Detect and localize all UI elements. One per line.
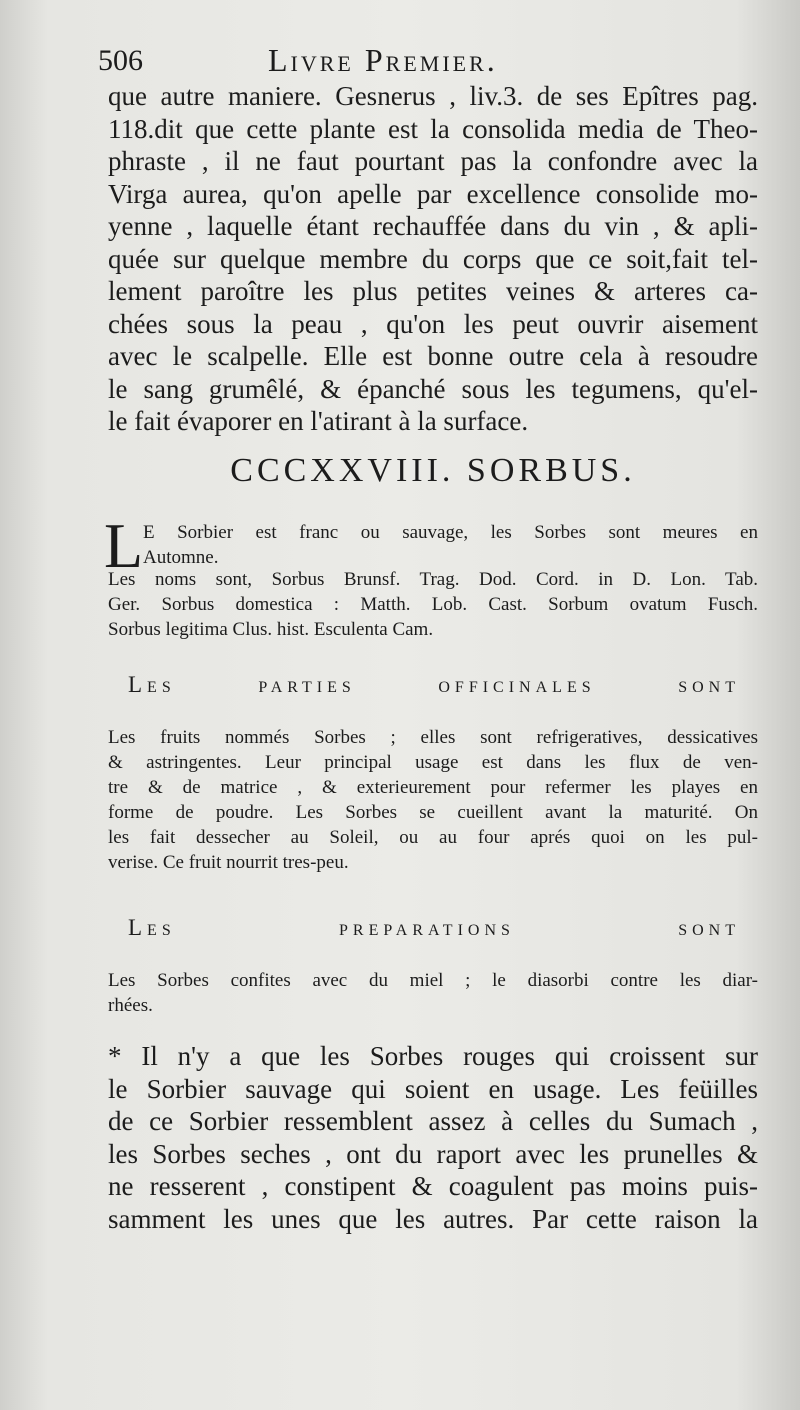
text-line: phraste , il ne faut pourtant pas la confondre avec la — [108, 146, 758, 176]
text-line: Automne. — [143, 547, 219, 568]
text-line: chées sous la peau , qu'on les peut ouvrir aisement — [108, 308, 758, 339]
text-line: E Sorbier est franc ou sauvage, les Sorbes sont meures en — [143, 522, 758, 543]
text-line: samment les unes que les autres. Par cette raison la — [108, 1203, 758, 1234]
text-line: Sorbus legitima Clus. hist. Esculenta Cam. — [108, 619, 434, 640]
text-line: de ce Sorbier ressemblent assez à celles du Sumach , — [108, 1106, 758, 1136]
drop-cap: L — [104, 510, 144, 581]
text-line: forme de poudre. Les Sorbes se cueillent avant la maturité. On — [108, 802, 758, 823]
chapter-title: CCCXXVIII. SORBUS. — [230, 452, 636, 489]
section-heading-parts: Les parties officinales sont — [128, 672, 740, 697]
text-line: Les noms sont, Sorbus Brunsf. Trag. Dod. Cord. in D. Lon. Tab. — [108, 569, 758, 590]
text-line: Virga aurea, qu'on apelle par excellence consolide mo- — [108, 178, 758, 209]
note-paragraph — [108, 1040, 758, 1235]
text-line: que autre maniere. Gesnerus , liv.3. de ses Epîtres pag. — [108, 81, 758, 111]
text-line: lement paroître les plus petites veines & arteres ca- — [108, 276, 758, 306]
page-header — [98, 42, 768, 82]
text-line: quée sur quelque membre du corps que ce soit,fait tel- — [108, 243, 758, 274]
text-line: Ger. Sorbus domestica : Matth. Lob. Cast. Sorbum ovatum Fusch. — [108, 594, 758, 615]
text-line: Les fruits nommés Sorbes ; elles sont refrigeratives, dessicatives — [108, 727, 758, 748]
text-line: rhées. — [108, 995, 153, 1016]
text-line: les fait dessecher au Soleil, ou au four aprés quoi on les pul- — [108, 827, 758, 848]
text-line: avec le scalpelle. Elle est bonne outre cela à resoudre — [108, 341, 758, 371]
text-line: ne resserent , constipent & coagulent pas moins puis- — [108, 1171, 758, 1201]
text-line: le sang grumêlé, & épanché sous les tegumens, qu'el- — [108, 373, 758, 404]
section-heading-preparations: Les preparations sont — [128, 915, 740, 940]
running-head: Livre Premier. — [268, 42, 498, 78]
intro-paragraph — [143, 520, 758, 570]
text-line: & astringentes. Leur principal usage est dans les flux de ven- — [108, 752, 758, 773]
text-line: 118.dit que cette plante est la consolida media de Theo- — [108, 113, 758, 144]
text-line: le fait évaporer en l'atirant à la surface. — [108, 406, 529, 436]
parts-paragraph — [108, 725, 758, 875]
text-line: tre & de matrice , & exterieurement pour refermer les playes en — [108, 777, 758, 798]
names-paragraph — [108, 567, 758, 642]
text-line: yenne , laquelle étant rechauffée dans du vin , & apli- — [108, 211, 758, 241]
text-line: verise. Ce fruit nourrit tres-peu. — [108, 852, 349, 873]
text-line: le Sorbier sauvage qui soient en usage. Les feüilles — [108, 1073, 758, 1104]
page-number: 506 — [98, 44, 143, 77]
text-line: * Il n'y a que les Sorbes rouges qui croissent sur — [108, 1041, 758, 1071]
text-line: les Sorbes seches , ont du raport avec les prunelles & — [108, 1138, 758, 1169]
preparations-paragraph — [108, 968, 758, 1018]
paragraph-gesnerus — [108, 80, 758, 438]
text-line: Les Sorbes confites avec du miel ; le diasorbi contre les diar- — [108, 970, 758, 991]
